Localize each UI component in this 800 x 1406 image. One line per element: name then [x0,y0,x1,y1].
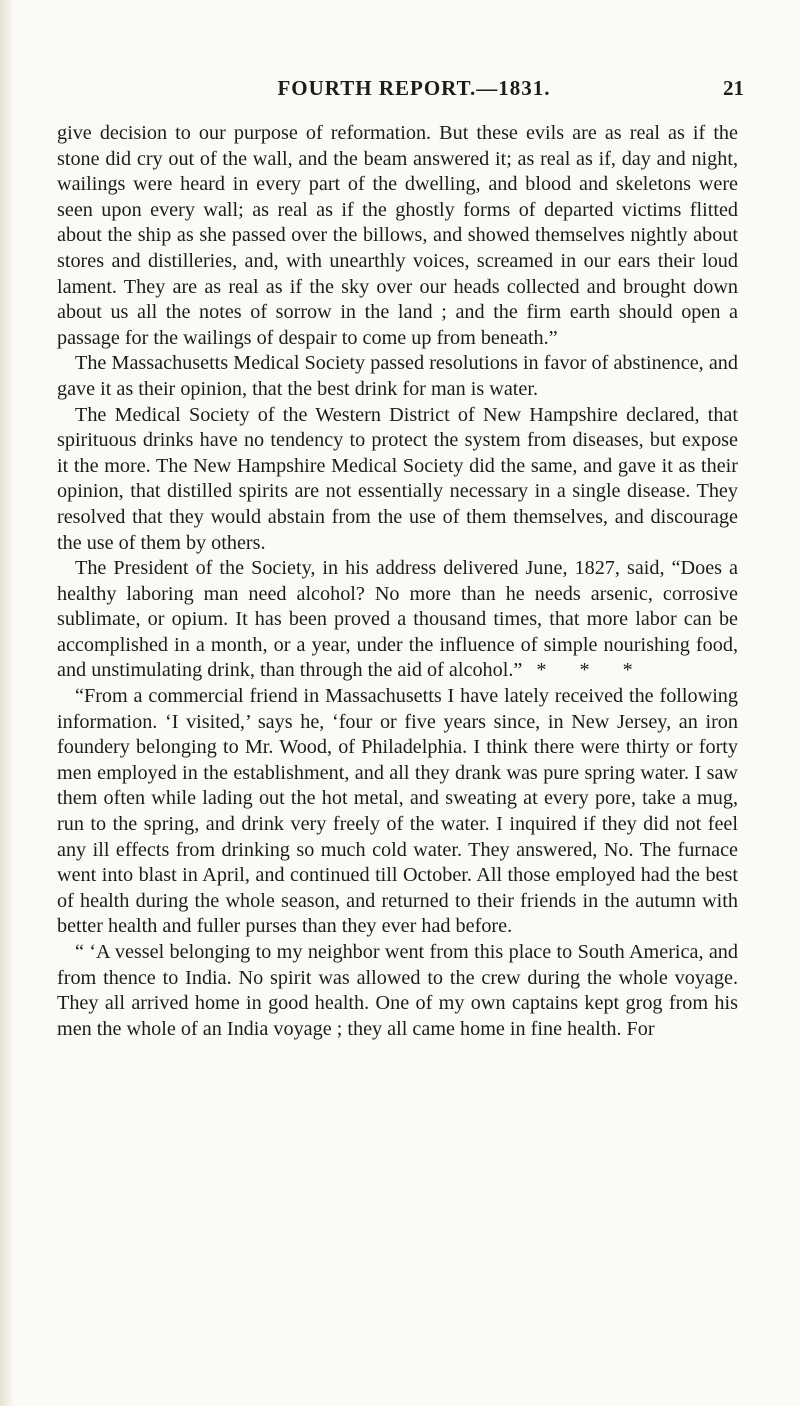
ellipsis-stars: * * * [536,659,647,682]
page-number: 21 [723,76,744,100]
paragraph-new-hampshire-society: The Medical Society of the Western District of New Hampshire declared, that spirituous drinks have no tendency to protect the system from diseases, but expose it the more. The New Hampshire Medical Society did the same, and gave it as their opinion, that distilled spirits are not essentially necessary in a single disease. They resolved that they would abstain from the use of them themselves, and discourage the use of them by others. [57,403,738,554]
running-title: FOURTH REPORT.—1831. [277,76,551,100]
paragraph-president-address [57,556,738,684]
paragraph-commercial-friend: “From a commercial friend in Massachusetts I have lately received the following information. ‘I visited,’ says he, ‘four or five years since, in New Jersey, an iron foundery belonging to Mr. Wood, of Philadelphia. I think there were thirty or forty men employed in the establishment, and all they drank was pure spring water. I saw them often while lading out the hot metal, and sweating at every pore, take a mug, run to the spring, and drink very freely of the water. I inquired if they did not feel any ill effects from drinking so much cold water. They answered, No. The furnace went into blast in April, and continued till October. All those employed had the best of health during the whole season, and returned to their friends in the autumn with better health and fuller purses than they ever had before. [57,685,738,938]
paragraph-vessel-voyage: “ ‘A vessel belonging to my neighbor went from this place to South America, and from thence to India. No spirit was allowed to the crew during the whole voyage. They all arrived home in good health. One of my own captains kept grog from his men the whole of an India voyage ; they all came home in fine health. For [57,941,738,1040]
body-text [57,121,738,1042]
president-address-text: The President of the Society, in his address delivered June, 1827, said, “Does a healthy laboring man need alcohol? No more than he needs arsenic, corrosive sublimate, or opium. It has been proved a thousand times, that more labor can be accomplished in a month, or a year, under the influence of simple nourishing food, and unstimulating drink, than through the aid of alcohol.” [57,557,738,682]
page-edge-shadow [0,0,14,1406]
paragraph-continuation: give decision to our purpose of reformation. But these evils are as real as if the stone did cry out of the wall, and the beam answered it; as real as if, day and night, wailings were heard in every part of the dwelling, and blood and skeletons were seen upon every wall; as real as if the ghostly forms of departed victims flitted about the ship as she passed over the billows, and showed themselves nightly about stores and distilleries, and, with unearthly voices, screamed in our ears their loud lament. They are as real as if the sky over our heads collected and brought down about us all the notes of sorrow in the land ; and the firm earth should open a passage for the wailings of despair to come up from beneath.” [57,122,738,349]
running-head [84,76,744,106]
paragraph-massachusetts-society: The Massachusetts Medical Society passed resolutions in favor of abstinence, and gave it as their opinion, that the best drink for man is water. [57,352,738,400]
